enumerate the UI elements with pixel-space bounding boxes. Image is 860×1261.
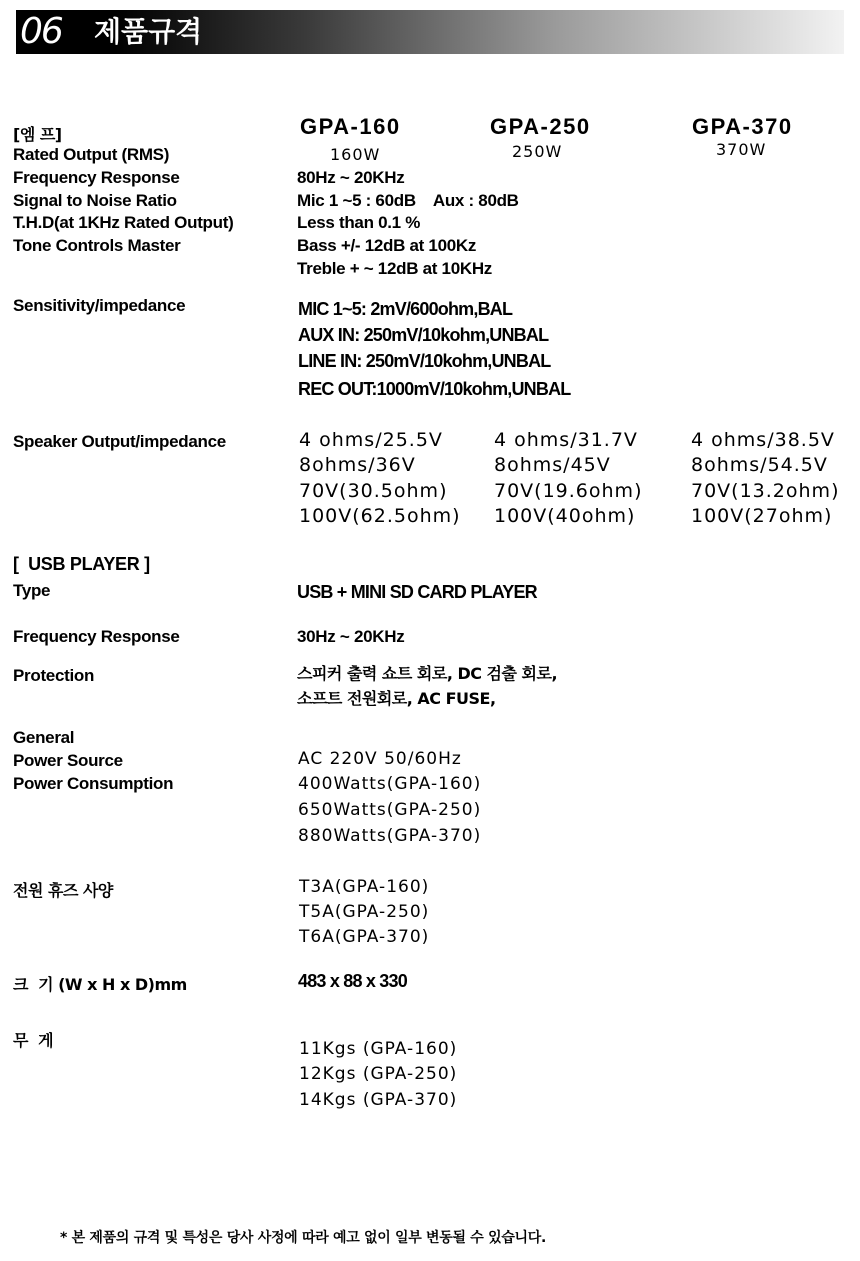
rated-output-value: 370W (716, 140, 767, 159)
fuse-value: T5A(GPA-250) (299, 902, 430, 922)
tone-treble-value: Treble + ~ 12dB at 10KHz (297, 259, 492, 278)
usb-section-label: [ USB PLAYER ] (13, 554, 150, 574)
speaker-value: 4 ohms/38.5V (691, 429, 835, 451)
sensitivity-value: LINE IN: 250mV/10kohm,UNBAL (298, 351, 551, 371)
rated-output-value: 250W (512, 142, 563, 161)
snr-label: Signal to Noise Ratio (13, 191, 177, 210)
amp-section-label: [엠 프] (13, 125, 62, 144)
fuse-value: T3A(GPA-160) (299, 877, 430, 897)
power-consumption-value: 650Watts(GPA-250) (298, 800, 482, 820)
thd-value: Less than 0.1 % (297, 213, 421, 232)
weight-label: 무 게 (13, 1031, 54, 1050)
power-consumption-value: 400Watts(GPA-160) (298, 774, 482, 794)
speaker-value: 8ohms/45V (494, 454, 611, 476)
rated-output-label: Rated Output (RMS) (13, 145, 170, 164)
usb-frequency-label: Frequency Response (13, 627, 180, 646)
speaker-value: 100V(27ohm) (691, 505, 833, 527)
power-consumption-label: Power Consumption (13, 774, 174, 793)
speaker-value: 70V(19.6ohm) (494, 480, 643, 502)
weight-value: 12Kgs (GPA-250) (299, 1064, 458, 1084)
fuse-value: T6A(GPA-370) (299, 927, 430, 947)
power-source-value: AC 220V 50/60Hz (298, 749, 462, 769)
size-value: 483 x 88 x 330 (298, 971, 407, 991)
model-name: GPA-370 (692, 114, 793, 139)
general-label: General (13, 728, 75, 747)
speaker-value: 100V(62.5ohm) (299, 505, 461, 527)
thd-label: T.H.D(at 1KHz Rated Output) (13, 213, 234, 232)
sensitivity-value: AUX IN: 250mV/10kohm,UNBAL (298, 325, 549, 345)
usb-type-label: Type (13, 581, 51, 600)
protection-label: Protection (13, 666, 95, 685)
fuse-label: 전원 휴즈 사양 (13, 881, 113, 900)
usb-type-value: USB + MINI SD CARD PLAYER (297, 582, 537, 602)
sensitivity-value: REC OUT:1000mV/10kohm,UNBAL (298, 379, 571, 399)
size-label: 크 기 (W x H x D)mm (13, 975, 187, 994)
footnote: * 본 제품의 규격 및 특성은 당사 사정에 따라 예고 없이 일부 변동될 수 있습니다. (60, 1230, 547, 1246)
protection-value: 스피커 출력 쇼트 회로, DC 검출 회로, (297, 664, 558, 683)
section-title: 제품규격 (94, 15, 203, 48)
weight-value: 14Kgs (GPA-370) (299, 1090, 458, 1110)
protection-value: 소프트 전원회로, AC FUSE, (297, 689, 496, 708)
power-source-label: Power Source (13, 751, 123, 770)
snr-value: Mic 1 ~5 : 60dB Aux : 80dB (297, 191, 519, 210)
model-name: GPA-250 (490, 114, 591, 139)
speaker-value: 100V(40ohm) (494, 505, 636, 527)
speaker-value: 4 ohms/31.7V (494, 429, 638, 451)
sensitivity-value: MIC 1~5: 2mV/600ohm,BAL (298, 299, 513, 319)
frequency-response-value: 80Hz ~ 20KHz (297, 168, 405, 187)
rated-output-value: 160W (330, 145, 381, 164)
speaker-value: 4 ohms/25.5V (299, 429, 443, 451)
speaker-value: 70V(13.2ohm) (691, 480, 840, 502)
frequency-response-label: Frequency Response (13, 168, 180, 187)
speaker-value: 8ohms/36V (299, 454, 416, 476)
speaker-value: 70V(30.5ohm) (299, 480, 448, 502)
speaker-output-label: Speaker Output/impedance (13, 432, 226, 451)
weight-value: 11Kgs (GPA-160) (299, 1039, 458, 1059)
section-header-bar (16, 10, 844, 54)
power-consumption-value: 880Watts(GPA-370) (298, 826, 482, 846)
model-name: GPA-160 (300, 114, 401, 139)
section-number: 06 (20, 11, 62, 52)
usb-frequency-value: 30Hz ~ 20KHz (297, 627, 405, 646)
speaker-value: 8ohms/54.5V (691, 454, 828, 476)
tone-bass-value: Bass +/- 12dB at 100Kz (297, 236, 477, 255)
tone-controls-label: Tone Controls Master (13, 236, 181, 255)
sensitivity-label: Sensitivity/impedance (13, 296, 186, 315)
